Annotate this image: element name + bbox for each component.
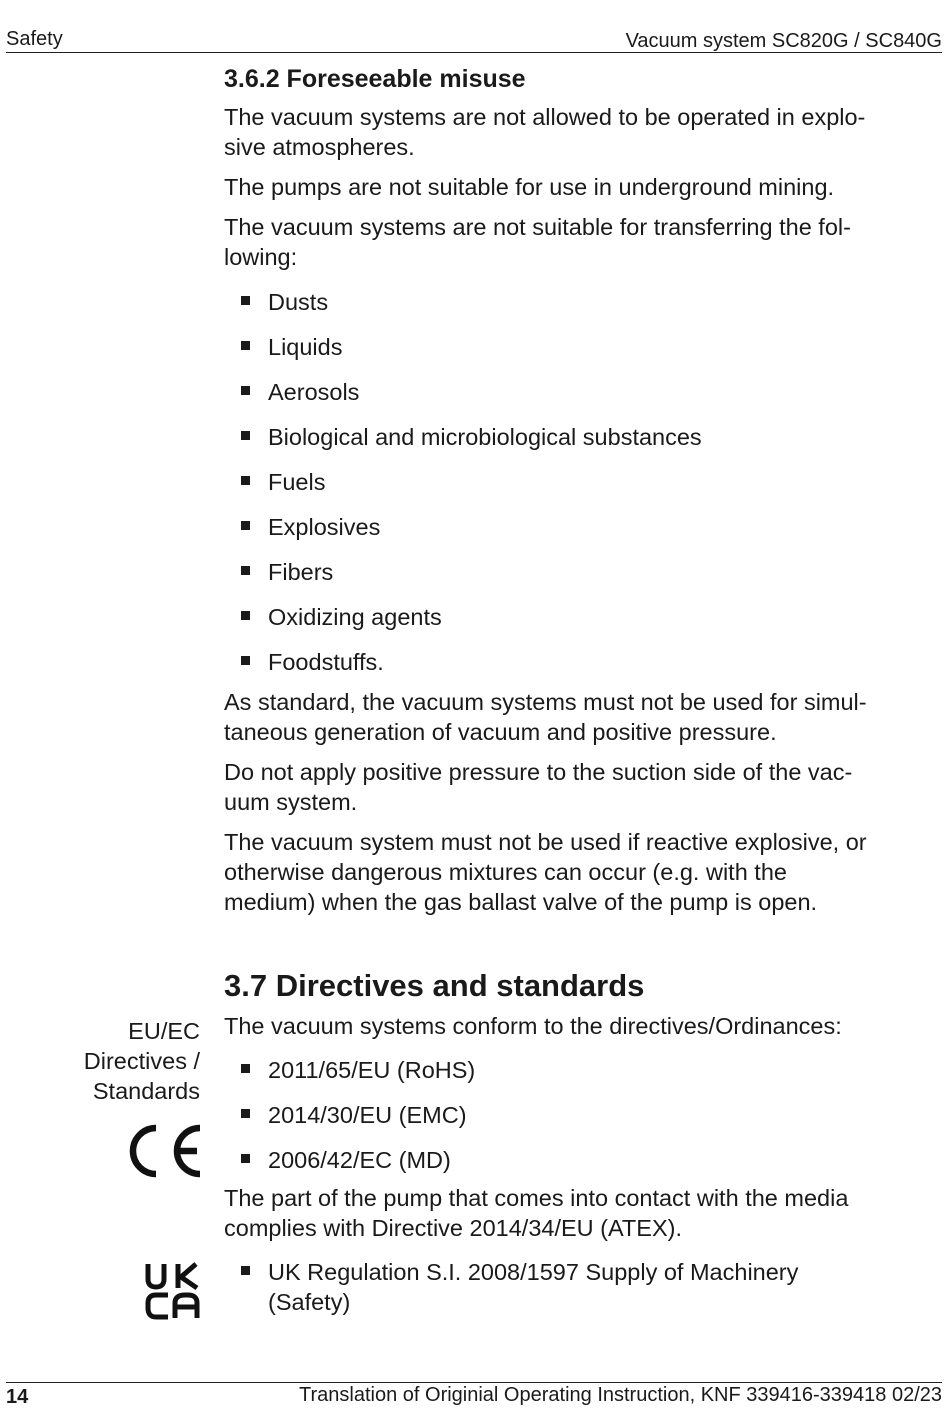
- list-item-text: Explosives: [268, 514, 381, 540]
- paragraph: The pumps are not suitable for use in underground mining.: [224, 174, 835, 200]
- list-item: [224, 422, 934, 452]
- paragraph: The vacuum systems are not allowed to be operated in explo- sive atmospheres.: [224, 104, 866, 160]
- paragraph: Do not apply positive pressure to the suction side of the vac- uum system.: [224, 759, 853, 815]
- list-item-text: Foodstuffs.: [268, 649, 384, 675]
- page-footer: [6, 1382, 942, 1407]
- ukca-mark-icon: [144, 1261, 204, 1321]
- bullet-icon: [241, 431, 250, 440]
- list-item-text: UK Regulation S.I. 2008/1597 Supply of Machinery (Safety): [268, 1259, 799, 1315]
- list-item: [224, 512, 934, 542]
- list-item: [224, 1100, 934, 1130]
- list-item-text: 2014/30/EU (EMC): [268, 1102, 467, 1128]
- list-item-text: Aerosols: [268, 379, 360, 405]
- page-number: 14: [6, 1386, 29, 1408]
- paragraph: The part of the pump that comes into contact with the media complies with Directive 2014/34/EU (ATEX).: [224, 1185, 849, 1241]
- bullet-icon: [241, 386, 250, 395]
- uk-regulations-list: [224, 1257, 934, 1317]
- side-label-directives: EU/EC Directives / Standards: [83, 1018, 200, 1104]
- paragraph: The vacuum systems conform to the directives/Ordinances:: [224, 1013, 842, 1039]
- list-item-text: 2011/65/EU (RoHS): [268, 1057, 476, 1083]
- list-item-text: Fibers: [268, 559, 334, 585]
- list-item: [224, 287, 934, 317]
- bullet-icon: [241, 1266, 250, 1275]
- list-item: [224, 1055, 934, 1085]
- bullet-icon: [241, 656, 250, 665]
- bullet-icon: [241, 611, 250, 620]
- section-heading: 3.7 Directives and standards: [224, 968, 645, 1003]
- paragraph: The vacuum systems are not suitable for transferring the fol- lowing:: [224, 214, 851, 270]
- bullet-icon: [241, 1109, 250, 1118]
- list-item: [224, 332, 934, 362]
- section-foreseeable-misuse: [224, 60, 934, 927]
- list-item: [224, 647, 934, 677]
- ce-mark-icon: [122, 1122, 204, 1180]
- bullet-icon: [241, 476, 250, 485]
- list-item: [224, 602, 934, 632]
- bullet-icon: [241, 341, 250, 350]
- list-item-text: Dusts: [268, 289, 329, 315]
- bullet-icon: [241, 1064, 250, 1073]
- footer-document-info: Translation of Originial Operating Instruction, KNF 339416-339418 02/23: [299, 1384, 942, 1406]
- list-item: [224, 557, 934, 587]
- section-heading: 3.6.2 Foreseeable misuse: [224, 65, 526, 93]
- list-item: [224, 1145, 934, 1175]
- paragraph: As standard, the vacuum systems must not be used for simul- taneous generation of vacuum and positive pressure.: [224, 689, 867, 745]
- section-directives-standards: [224, 968, 934, 1332]
- unsuitable-media-list: [224, 287, 934, 677]
- list-item-text: 2006/42/EC (MD): [268, 1147, 451, 1173]
- directives-list: [224, 1055, 934, 1175]
- list-item-text: Liquids: [268, 334, 343, 360]
- list-item: [224, 1257, 934, 1317]
- paragraph: The vacuum system must not be used if reactive explosive, or otherwise dangerous mixtures can occur (e.g. with the medium) when the gas ballast valve of the pump is open.: [224, 829, 867, 915]
- list-item: [224, 377, 934, 407]
- page-header: [6, 26, 942, 53]
- list-item: [224, 467, 934, 497]
- bullet-icon: [241, 296, 250, 305]
- bullet-icon: [241, 521, 250, 530]
- header-chapter: Safety: [6, 28, 63, 50]
- list-item-text: Biological and microbiological substances: [268, 424, 702, 450]
- list-item-text: Fuels: [268, 469, 326, 495]
- list-item-text: Oxidizing agents: [268, 604, 442, 630]
- bullet-icon: [241, 1154, 250, 1163]
- bullet-icon: [241, 566, 250, 575]
- header-product: Vacuum system SC820G / SC840G: [625, 30, 942, 52]
